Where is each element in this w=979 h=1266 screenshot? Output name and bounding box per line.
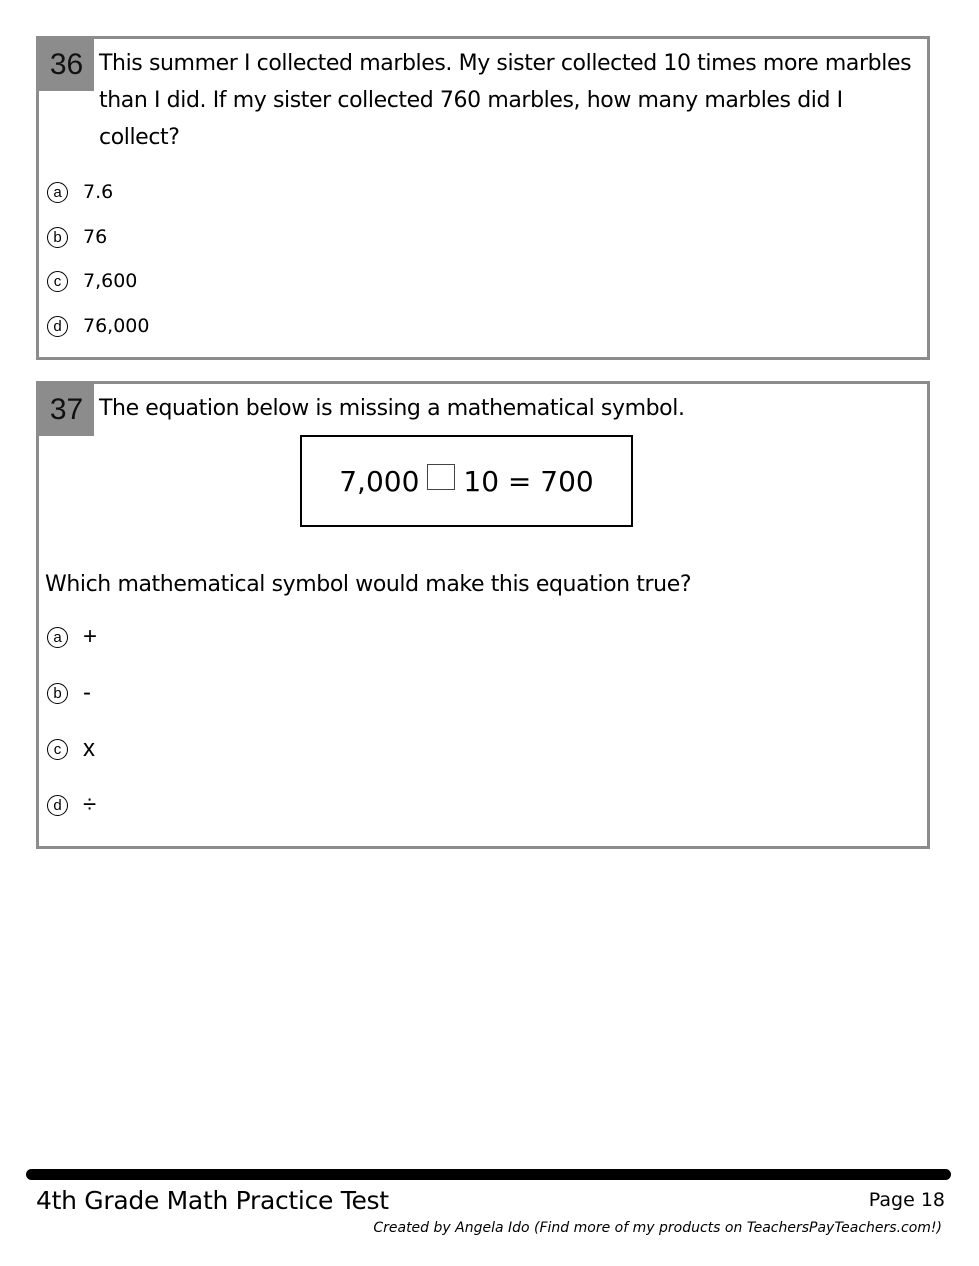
footer-title: 4th Grade Math Practice Test: [36, 1186, 389, 1215]
equation-box: [300, 435, 633, 527]
choice-bubble-c[interactable]: c: [47, 271, 68, 292]
choice-text: -: [83, 679, 91, 706]
choice-bubble-d[interactable]: d: [47, 316, 68, 337]
footer-divider: [26, 1169, 951, 1180]
question-37-box: [36, 381, 930, 849]
choice-a[interactable]: [47, 623, 97, 651]
choice-text: 76: [83, 226, 108, 248]
choice-text: +: [83, 623, 98, 650]
choice-text: 76,000: [83, 315, 150, 337]
choice-b[interactable]: [47, 679, 91, 707]
question-text-line: This summer I collected marbles. My sister collected 10 times more marbles: [99, 51, 912, 76]
question-prompt: Which mathematical symbol would make this equation true?: [45, 572, 692, 597]
choice-d[interactable]: [47, 315, 149, 337]
choice-c[interactable]: [47, 735, 95, 763]
choice-d[interactable]: [47, 791, 96, 819]
equation-left: 7,000: [339, 464, 420, 498]
footer-credit: Created by Angela Ido (Find more of my products on TeachersPayTeachers.com!): [373, 1220, 942, 1236]
choice-bubble-b[interactable]: b: [47, 227, 68, 248]
choice-bubble-a[interactable]: a: [47, 182, 68, 203]
choice-bubble-b[interactable]: b: [47, 683, 68, 704]
question-text-line: than I did. If my sister collected 760 marbles, how many marbles did I collect?: [99, 88, 843, 150]
missing-symbol-box: [427, 464, 455, 490]
equation-right: 10 = 700: [463, 464, 594, 498]
choice-b[interactable]: [47, 226, 107, 248]
choice-bubble-d[interactable]: d: [47, 795, 68, 816]
choice-c[interactable]: [47, 270, 137, 292]
choice-text: x: [83, 735, 95, 762]
choice-text: ÷: [83, 791, 97, 818]
choice-text: 7,600: [83, 270, 138, 292]
question-36-box: [36, 36, 930, 360]
choice-text: 7.6: [83, 181, 114, 203]
choice-bubble-c[interactable]: c: [47, 739, 68, 760]
choice-a[interactable]: [47, 181, 113, 203]
question-number: 37: [39, 384, 94, 436]
question-text: [99, 45, 927, 156]
choice-bubble-a[interactable]: a: [47, 627, 68, 648]
question-number: 36: [39, 39, 94, 91]
page-number: Page 18: [868, 1189, 945, 1211]
question-text: The equation below is missing a mathematical symbol.: [99, 396, 685, 421]
